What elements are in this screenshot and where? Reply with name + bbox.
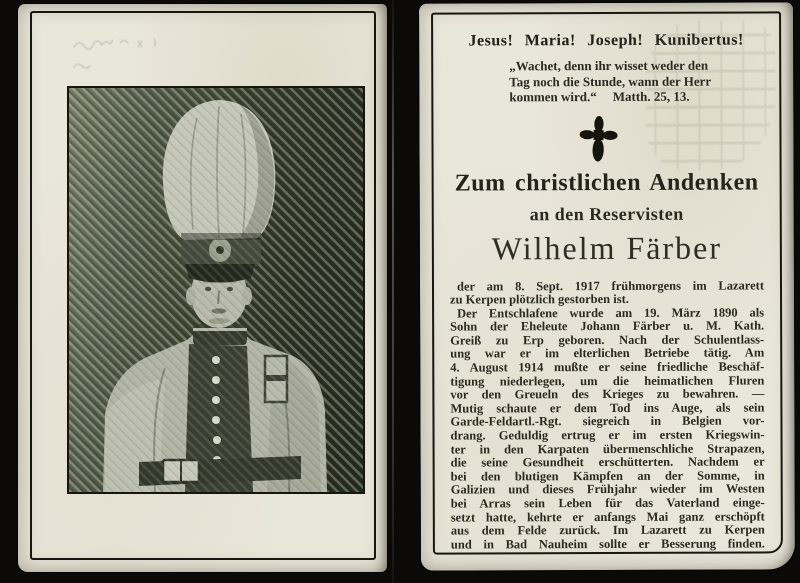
obituary-line: ung war er im elterlichen Betriebe tätig. Am [450,345,765,362]
memorial-subheading: an den Reservisten [529,203,684,224]
soldier-portrait-photo [67,86,365,494]
cross-botonee-icon [579,115,618,162]
obituary-line: zu Kerpen plötzlich gestorben ist. [450,292,629,307]
card-gap-highlight [392,0,394,583]
obituary-line: ter in den Karpaten übermenschliche Strapazen, [450,441,765,457]
memorial-card-front [18,4,387,572]
obituary-line: drang. Geduldig ertrug er im ersten Kriegswin- [450,427,765,443]
obituary-line: tigung niederlegen, um die heimatlichen Fluren [450,373,765,389]
handwriting-marks [68,33,208,81]
obituary-line: der am 8. Sept. 1917 frühmorgens im Lazarett [456,277,765,294]
obituary-line: setzt hatte, kehrte er anfangs Mai ganz erschöpft [450,509,765,525]
obituary-line: Greiß zu Erp geboren. Nach der Schulentlass- [450,332,765,348]
obituary-line: Sohn der Eheleute Johann Färber u. M. Kath. [450,318,765,334]
quote-line: Tag noch die Stunde, wann der Herr [509,73,712,89]
obituary-line: aus dem Felde zurück. Im Lazarett zu Kerpen [450,522,765,538]
scripture-quote [509,57,761,104]
obituary-line: bei Arras sein Leben für das Vaterland einge- [450,495,765,511]
memorial-heading: Zum christlichen Andenken [454,168,759,197]
quote-line: kommen wird.“ Matth. 25, 13. [509,88,690,105]
back-inner-rule [431,11,783,554]
obituary-line: Der Entschlafene wurde am 19. März 1890 als [457,305,765,321]
photo-figure [69,88,363,492]
obituary-line: 4. August 1914 mußte er seine friedliche Beschäf- [450,359,765,375]
obituary-line: vor den Greueln des Krieges zu bewahren. — [450,386,765,402]
obituary-line: Mutig schaute er dem Tod ins Auge, als sein [450,400,765,416]
memorial-card-back [419,2,795,570]
quote-attribution: Matth. 25, 13. [612,88,690,104]
front-inner-rule [30,11,376,560]
obituary-line: und in Bad Nauheim sollte er Besserung finden. [450,536,765,552]
invocation-line: Jesus! Maria! Joseph! Kunibertus! [468,31,744,50]
quote-line: „Wachet, denn ihr wisset weder den [509,57,709,74]
deceased-name: Wilhelm Färber [491,229,723,266]
obituary-line: Garde-Feldartl.-Rgt. siegreich in Belgien vor- [450,413,765,429]
obituary-line: die seine Gesundheit erschütterten. Nachdem er [450,454,765,470]
obituary-text [446,279,769,552]
back-card-content [433,13,781,552]
obituary-line: Galizien und dieses Frühjahr wieder im Westen [450,481,765,497]
obituary-line: bei den blutigen Kämpfen an der Somme, in [450,468,765,484]
